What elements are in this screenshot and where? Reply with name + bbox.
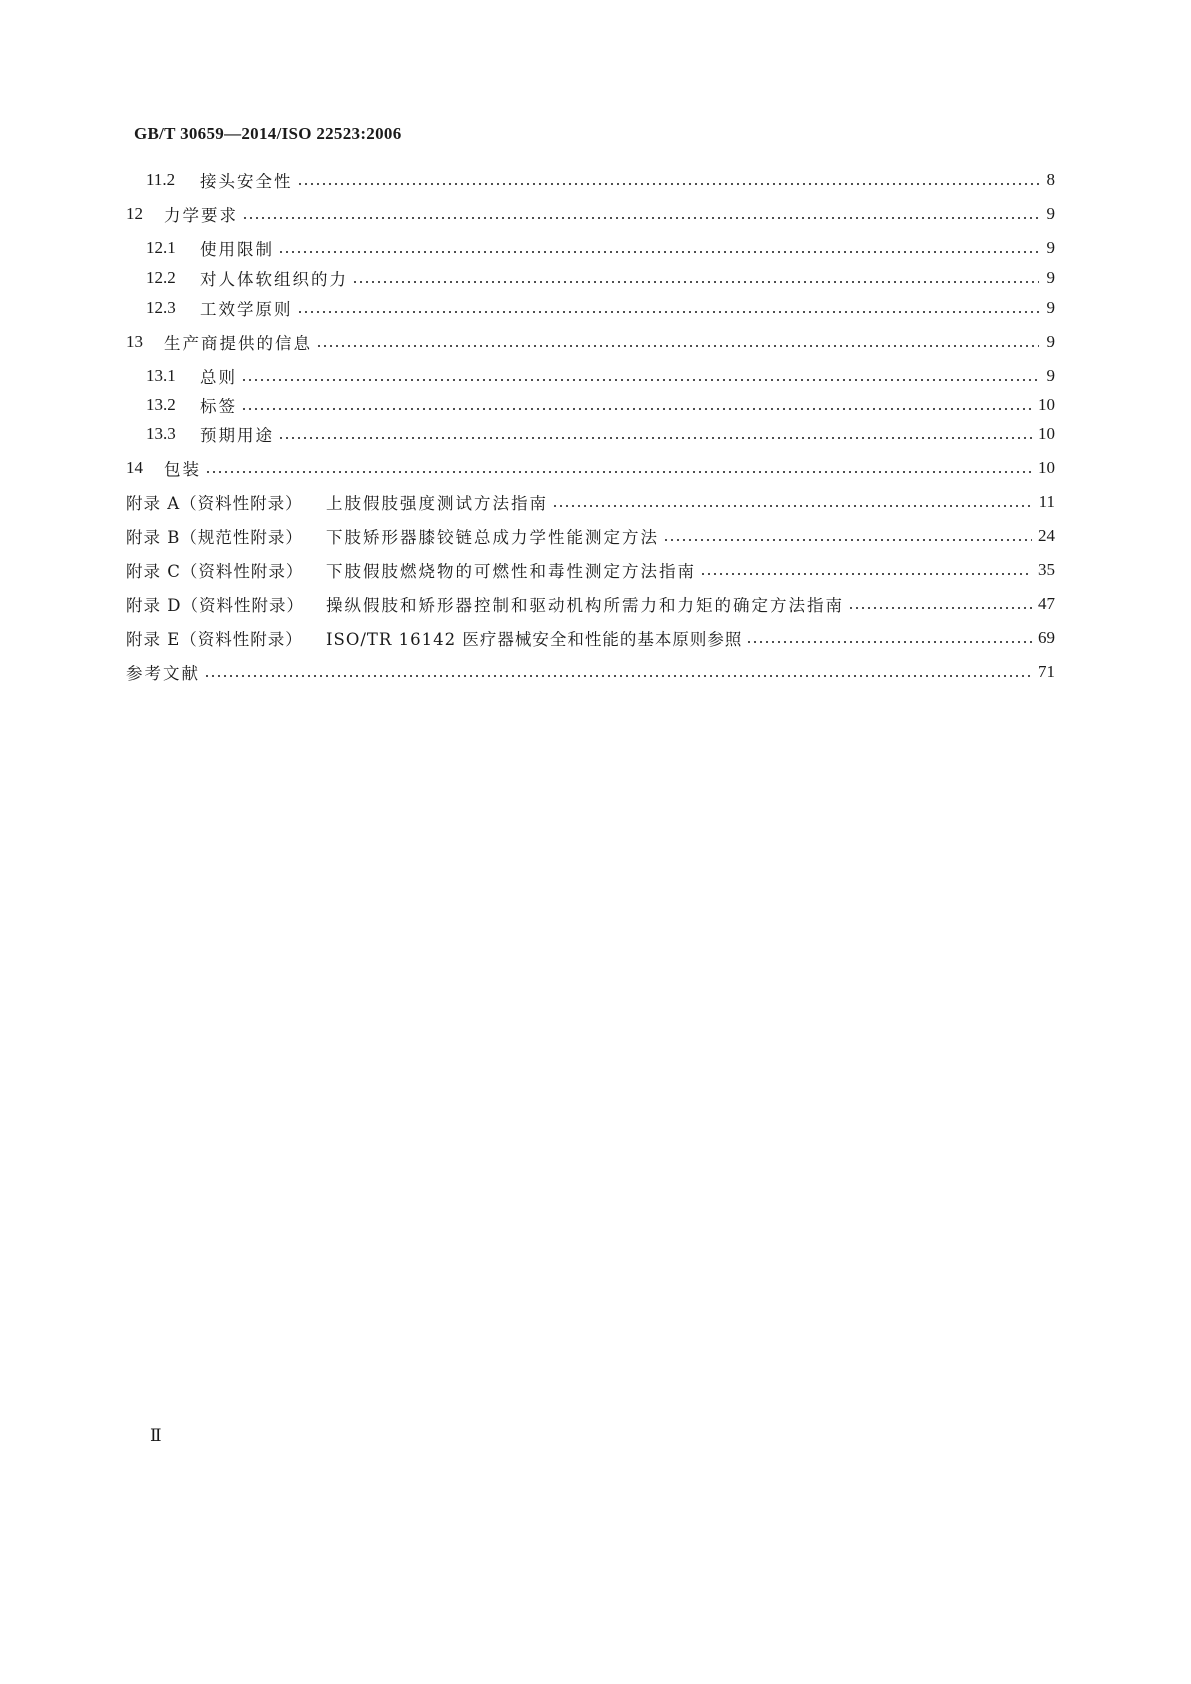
- toc-entry[interactable]: [126, 330, 1055, 354]
- toc-entry-number: 12: [126, 204, 143, 223]
- toc-entry-title: 总则: [200, 368, 237, 387]
- toc-dot-leader: [848, 607, 1032, 609]
- toc-entry-page: 47: [1038, 594, 1055, 613]
- toc-entry-number: 13.3: [146, 424, 176, 443]
- toc-entry-page: 10: [1038, 458, 1055, 477]
- toc-dot-leader: [552, 505, 1033, 507]
- toc-entry-page: 10: [1038, 424, 1055, 443]
- toc-entry[interactable]: [146, 168, 1055, 192]
- toc-entry-title: 接头安全性: [200, 172, 293, 191]
- toc-dot-leader: [663, 539, 1032, 541]
- toc-entry-number: 附录 C（资料性附录）: [126, 562, 304, 581]
- toc-entry-page: 24: [1038, 526, 1055, 545]
- toc-entry-number: 13: [126, 332, 143, 351]
- toc-entry-page: 9: [1046, 238, 1055, 257]
- toc-entry-number: 13.2: [146, 395, 176, 414]
- toc-entry-number: 14: [126, 458, 143, 477]
- toc-entry[interactable]: [126, 202, 1055, 226]
- toc-entry-page: 9: [1046, 268, 1055, 287]
- toc-dot-leader: [700, 573, 1032, 575]
- toc-entry-title: 使用限制: [200, 240, 274, 259]
- toc-dot-leader: [746, 641, 1032, 643]
- toc-entry-number: 附录 A（资料性附录）: [126, 494, 303, 513]
- toc-entry-title: 下肢假肢燃烧物的可燃性和毒性测定方法指南: [326, 562, 696, 581]
- toc-dot-leader: [316, 345, 1039, 347]
- toc-entry[interactable]: [146, 266, 1055, 290]
- toc-dot-leader: [297, 311, 1040, 313]
- toc-entry-title: 预期用途: [200, 426, 274, 445]
- toc-entry-page: 10: [1038, 395, 1055, 414]
- toc-entry-page: 9: [1046, 204, 1055, 223]
- toc-dot-leader: [278, 437, 1032, 439]
- document-header: [134, 124, 402, 144]
- toc-entry-title: 力学要求: [164, 206, 238, 225]
- toc-entry-number: 附录 E（资料性附录）: [126, 630, 303, 649]
- toc-entry-number: 12.1: [146, 238, 176, 257]
- toc-entry-number: 附录 B（规范性附录）: [126, 528, 303, 547]
- toc-entry-page: 8: [1046, 170, 1055, 189]
- toc-entry-page: 11: [1038, 492, 1055, 511]
- toc-entry-title: 标签: [200, 397, 237, 416]
- toc-entry-page: 9: [1046, 298, 1055, 317]
- toc-entry-title: 操纵假肢和矫形器控制和驱动机构所需力和力矩的确定方法指南: [326, 596, 844, 615]
- toc-entry-number: 11.2: [146, 170, 176, 189]
- toc-entry[interactable]: [146, 296, 1055, 320]
- toc-entry-page: 9: [1046, 366, 1055, 385]
- toc-entry-number: 12.3: [146, 298, 176, 317]
- toc-entry[interactable]: [146, 422, 1055, 446]
- toc-entry[interactable]: [126, 660, 1055, 684]
- toc-entry-title: 生产商提供的信息: [164, 334, 312, 353]
- toc-entry[interactable]: [146, 393, 1055, 417]
- toc-dot-leader: [204, 675, 1032, 677]
- page-number: Ⅱ: [150, 1426, 162, 1445]
- toc-entry-page: 35: [1038, 560, 1055, 579]
- toc-dot-leader: [241, 408, 1032, 410]
- standard-id: GB/T 30659—2014/ISO 22523:2006: [134, 124, 402, 143]
- toc-entry-page: 69: [1038, 628, 1055, 647]
- toc-entry[interactable]: [146, 364, 1055, 388]
- toc-dot-leader: [242, 217, 1039, 219]
- toc-entry[interactable]: [126, 592, 1055, 616]
- toc-entry-title: 工效学原则: [200, 300, 293, 319]
- toc-entry-page: 71: [1038, 662, 1055, 681]
- toc-entry-title: ISO/TR 16142 医疗器械安全和性能的基本原则参照: [326, 630, 743, 649]
- toc-entry[interactable]: [126, 524, 1055, 548]
- toc-entry[interactable]: [126, 456, 1055, 480]
- toc-dot-leader: [297, 183, 1040, 185]
- toc-entry-title: 对人体软组织的力: [200, 270, 348, 289]
- toc-entry[interactable]: [146, 236, 1055, 260]
- toc-dot-leader: [278, 251, 1039, 253]
- toc-entry[interactable]: [126, 490, 1055, 514]
- toc-entry-number: 12.2: [146, 268, 176, 287]
- toc-entry-title: 参考文献: [126, 664, 200, 683]
- toc-entry-number: 13.1: [146, 366, 176, 385]
- toc-dot-leader: [352, 281, 1039, 283]
- toc-entry-number: 附录 D（资料性附录）: [126, 596, 304, 615]
- toc-entry-title: 包装: [164, 460, 201, 479]
- toc-entry-page: 9: [1046, 332, 1055, 351]
- toc-entry-title: 下肢矫形器膝铰链总成力学性能测定方法: [326, 528, 659, 547]
- toc-dot-leader: [205, 471, 1032, 473]
- toc-dot-leader: [241, 379, 1039, 381]
- toc-entry-title: 上肢假肢强度测试方法指南: [326, 494, 548, 513]
- toc-entry[interactable]: [126, 558, 1055, 582]
- toc-entry[interactable]: [126, 626, 1055, 650]
